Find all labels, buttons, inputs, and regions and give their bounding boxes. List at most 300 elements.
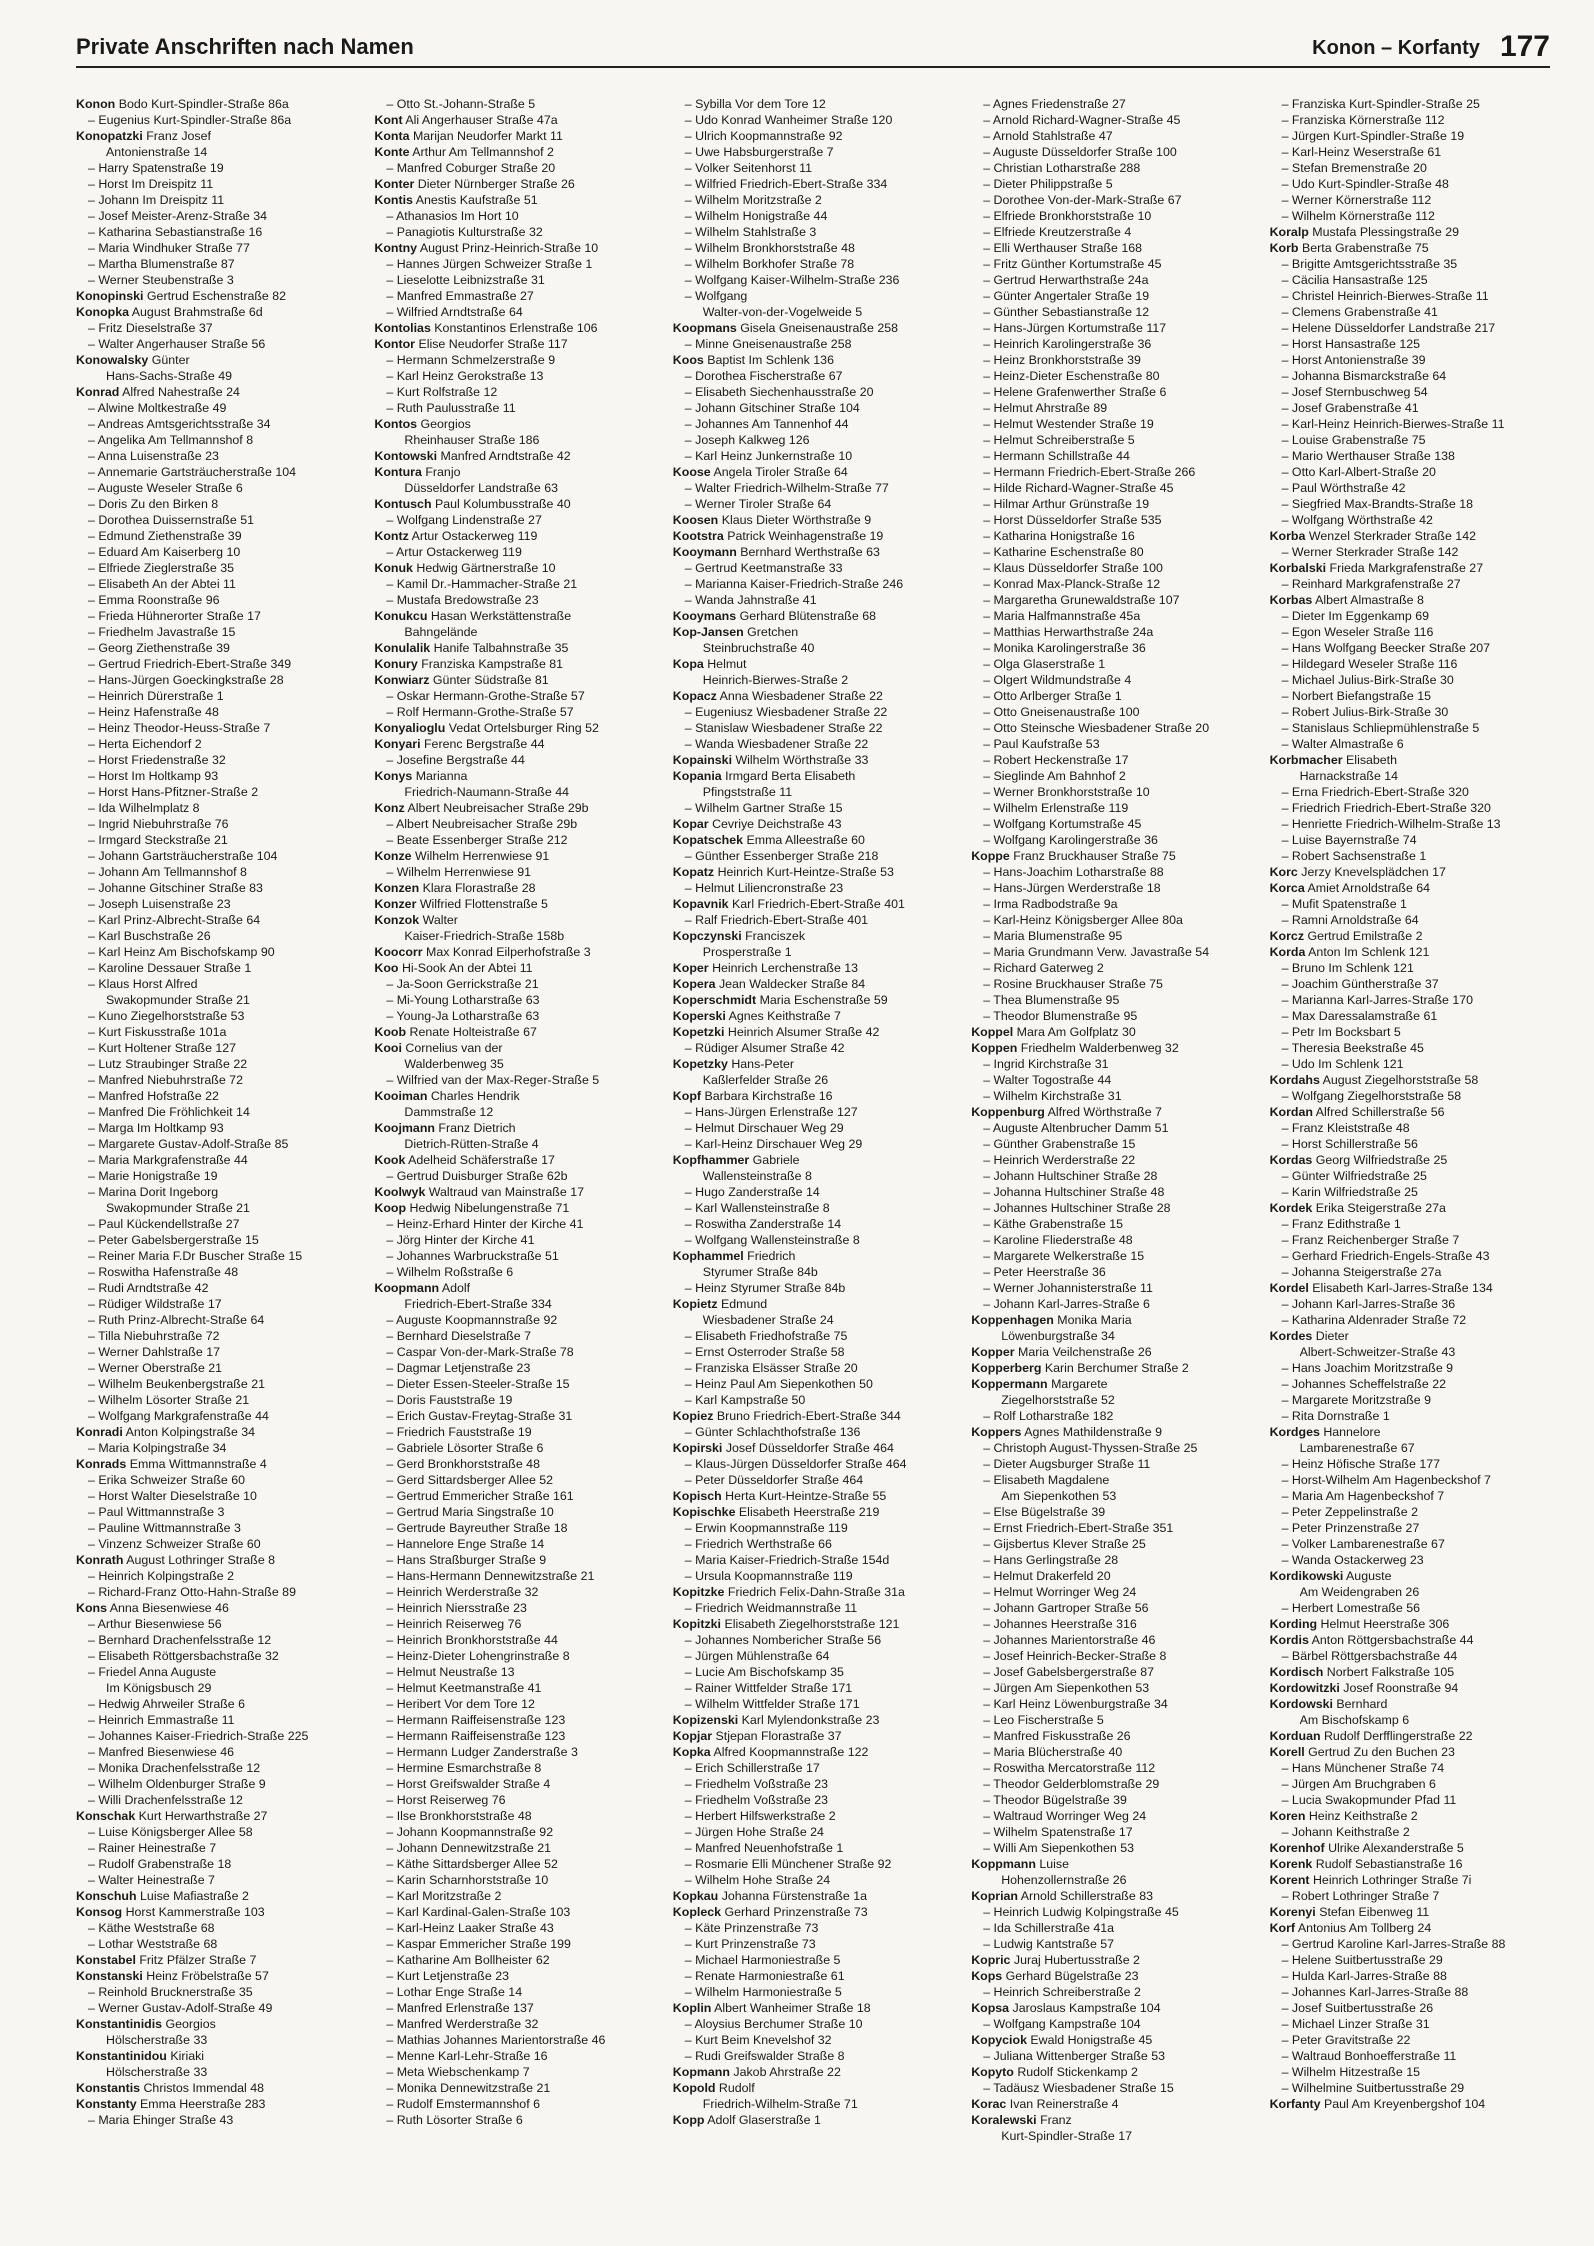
entry-text: – Wilhelm Moritzstraße 2	[684, 193, 822, 207]
directory-entry	[971, 1648, 1251, 1664]
directory-entry	[76, 1328, 356, 1344]
entry-text: – Johannes Nombericher Straße 56	[684, 1633, 882, 1647]
directory-entry	[1270, 1344, 1550, 1360]
entry-text: – Friedrich Werthstraße 66	[684, 1537, 832, 1551]
directory-entry	[374, 816, 654, 832]
surname: Kopitzki	[672, 1617, 721, 1631]
entry-text: Georgios	[420, 417, 471, 431]
entry-text: – Heinrich Dürerstraße 1	[88, 689, 224, 703]
directory-entry	[971, 672, 1251, 688]
directory-entry	[1270, 1872, 1550, 1888]
directory-entry	[673, 1584, 953, 1600]
directory-entry	[76, 1952, 356, 1968]
entry-text: Herta Kurt-Heintze-Straße 55	[725, 1489, 887, 1503]
directory-entry	[673, 1744, 953, 1760]
directory-entry	[76, 1216, 356, 1232]
directory-entry	[673, 704, 953, 720]
entry-text: – Wilhelm Spatenstraße 17	[983, 1825, 1133, 1839]
directory-entry	[1270, 1488, 1550, 1504]
entry-text: Ziegelhorststraße 52	[1001, 1393, 1115, 1407]
directory-entry	[673, 1408, 953, 1424]
directory-entry	[1270, 1008, 1550, 1024]
entry-text: Hans-Peter	[731, 1057, 795, 1071]
entry-text: Gabriele	[752, 1153, 800, 1167]
directory-entry	[673, 1824, 953, 1840]
directory-entry	[76, 784, 356, 800]
directory-entry	[76, 1856, 356, 1872]
directory-entry	[673, 1840, 953, 1856]
entry-text: Hans-Sachs-Straße 49	[106, 369, 233, 383]
directory-entry	[673, 1424, 953, 1440]
entry-text: – Hans-Jürgen Goeckingkstraße 28	[88, 673, 284, 687]
entry-text: – Horst Friedenstraße 32	[88, 753, 226, 767]
directory-entry	[971, 848, 1251, 864]
entry-text: – Stanislaus Schliepmühlenstraße 5	[1281, 721, 1480, 735]
surname: Koperski	[672, 1009, 726, 1023]
surname: Kootstra	[672, 529, 724, 543]
directory-entry	[1270, 1360, 1550, 1376]
directory-entry	[374, 1600, 654, 1616]
entry-text: – Maria Grundmann Verw. Javastraße 54	[983, 945, 1210, 959]
entry-text: Heinz Fröbelstraße 57	[146, 1969, 269, 1983]
directory-entry	[971, 944, 1251, 960]
entry-text: Heinrich-Bierwes-Straße 2	[702, 673, 849, 687]
entry-text: – Johann Koopmannstraße 92	[386, 1825, 554, 1839]
entry-text: Mara Am Golfplatz 30	[1016, 1025, 1136, 1039]
directory-entry	[971, 240, 1251, 256]
surname: Kopyciok	[971, 2033, 1027, 2047]
surname: Kordowski	[1269, 1697, 1333, 1711]
directory-entry	[971, 1456, 1251, 1472]
entry-text: – Friedhelm Javastraße 15	[88, 625, 236, 639]
directory-entry	[1270, 1376, 1550, 1392]
entry-text: Ewald Honigstraße 45	[1030, 2033, 1153, 2047]
directory-entry	[971, 688, 1251, 704]
surname: Kopatz	[672, 865, 715, 879]
entry-text: – Rosine Bruckhauser Straße 75	[983, 977, 1163, 991]
entry-text: Adelheid Schäferstraße 17	[408, 1153, 555, 1167]
entry-text: – Egon Weseler Straße 116	[1281, 625, 1434, 639]
entry-text: – Hilmar Arthur Grünstraße 19	[983, 497, 1150, 511]
entry-text: – Kamil Dr.-Hammacher-Straße 21	[386, 577, 578, 591]
entry-text: – Helmut Schreiberstraße 5	[983, 433, 1135, 447]
entry-text: – Marianna Karl-Jarres-Straße 170	[1281, 993, 1474, 1007]
entry-text: – Wolfgang Wörthstraße 42	[1281, 513, 1433, 527]
entry-text: – Josef Gabelsbergerstraße 87	[983, 1665, 1154, 1679]
entry-text: Heinrich Kurt-Heintze-Straße 53	[717, 865, 894, 879]
entry-text: – Rainer Heinestraße 7	[88, 1841, 217, 1855]
directory-entry	[76, 1312, 356, 1328]
directory-entry	[673, 1456, 953, 1472]
directory-entry	[76, 1056, 356, 1072]
directory-entry	[673, 96, 953, 112]
directory-entry	[673, 560, 953, 576]
directory-entry	[673, 1664, 953, 1680]
entry-text: Hasan Werkstättenstraße	[430, 609, 572, 623]
directory-entry	[374, 96, 654, 112]
entry-text: Barbara Kirchstraße 16	[704, 1089, 833, 1103]
directory-entry	[374, 1680, 654, 1696]
directory-entry	[673, 272, 953, 288]
directory-entry	[1270, 1312, 1550, 1328]
directory-entry	[673, 208, 953, 224]
surname: Kopjar	[672, 1729, 713, 1743]
entry-text: – Kurt Beim Knevelshof 32	[684, 2033, 832, 2047]
directory-entry	[673, 1536, 953, 1552]
entry-text: Albert Wanheimer Straße 18	[714, 2001, 871, 2015]
surname: Koralp	[1269, 225, 1309, 239]
directory-entry	[971, 1168, 1251, 1184]
surname: Kooymans	[672, 609, 737, 623]
directory-entry	[971, 288, 1251, 304]
directory-entry	[374, 1216, 654, 1232]
directory-entry	[1270, 832, 1550, 848]
entry-text: Wenzel Sterkrader Straße 142	[1308, 529, 1476, 543]
entry-text: – Roswitha Mercatorstraße 112	[983, 1761, 1156, 1775]
entry-text: Agnes Keithstraße 7	[728, 1009, 841, 1023]
entry-text: Bruno Friedrich-Ebert-Straße 344	[716, 1409, 901, 1423]
directory-entry	[76, 672, 356, 688]
entry-text: – Bernhard Drachenfelsstraße 12	[88, 1633, 272, 1647]
page-header	[76, 20, 1550, 68]
directory-entry	[971, 752, 1251, 768]
directory-entry	[374, 1328, 654, 1344]
directory-entry	[76, 512, 356, 528]
entry-text: – Heinrich Kolpingstraße 2	[88, 1569, 235, 1583]
directory-entry	[76, 2080, 356, 2096]
directory-entry	[374, 528, 654, 544]
directory-entry	[1270, 1152, 1550, 1168]
entry-text: – Athanasios Im Hort 10	[386, 209, 519, 223]
surname: Kont	[374, 113, 403, 127]
entry-text: – Pauline Wittmannstraße 3	[88, 1521, 241, 1535]
entry-text: – Fritz Dieselstraße 37	[88, 321, 213, 335]
entry-text: – Ralf Friedrich-Ebert-Straße 401	[684, 913, 868, 927]
entry-text: Manfred Arndtstraße 42	[440, 449, 571, 463]
directory-entry	[1270, 464, 1550, 480]
entry-text: – Wilhelm Beukenbergstraße 21	[88, 1377, 265, 1391]
entry-text: Steinbruchstraße 40	[702, 641, 815, 655]
directory-entry	[971, 1920, 1251, 1936]
directory-entry	[971, 624, 1251, 640]
directory-entry	[1270, 1584, 1550, 1600]
directory-entry	[673, 1168, 953, 1184]
directory-entry	[971, 896, 1251, 912]
directory-entry	[673, 576, 953, 592]
directory-entry	[673, 384, 953, 400]
entry-text: – Käte Prinzenstraße 73	[684, 1921, 819, 1935]
directory-entry	[1270, 688, 1550, 704]
entry-text: Heinrich Lerchenstraße 13	[712, 961, 859, 975]
directory-entry	[76, 224, 356, 240]
directory-entry	[673, 656, 953, 672]
directory-entry	[971, 1984, 1251, 2000]
surname: Kopetzki	[672, 1025, 725, 1039]
directory-entry	[76, 1008, 356, 1024]
directory-entry	[76, 1440, 356, 1456]
directory-entry	[673, 896, 953, 912]
entry-text: – Hannelore Enge Straße 14	[386, 1537, 545, 1551]
entry-text: Maria Eschenstraße 59	[759, 993, 888, 1007]
directory-entry	[673, 128, 953, 144]
directory-entry	[673, 2096, 953, 2112]
entry-text: – Klaus Düsseldorfer Straße 100	[983, 561, 1163, 575]
directory-entry	[76, 2096, 356, 2112]
directory-entry	[76, 1824, 356, 1840]
entry-text: – Manfred Fiskusstraße 26	[983, 1729, 1131, 1743]
entry-text: Stjepan Florastraße 37	[715, 1729, 842, 1743]
entry-text: – Ja-Soon Gerrickstraße 21	[386, 977, 539, 991]
directory-entry	[971, 2000, 1251, 2016]
directory-entry	[673, 640, 953, 656]
directory-entry	[76, 96, 356, 112]
surname: Konstantis	[76, 2081, 141, 2095]
directory-entry	[971, 1904, 1251, 1920]
directory-entry	[76, 1776, 356, 1792]
entry-text: – Paul Kaufstraße 53	[983, 737, 1100, 751]
directory-entry	[76, 1072, 356, 1088]
entry-text: Dieter Nürnberger Straße 26	[417, 177, 575, 191]
entry-text: – Elli Werthauser Straße 168	[983, 241, 1143, 255]
entry-text: – Ludwig Kantstraße 57	[983, 1937, 1115, 1951]
entry-text: – Rüdiger Alsumer Straße 42	[684, 1041, 845, 1055]
entry-text: – Paul Wittmannstraße 3	[88, 1505, 225, 1519]
directory-entry	[971, 1712, 1251, 1728]
directory-entry	[673, 720, 953, 736]
entry-text: Franz	[1040, 2113, 1072, 2127]
directory-entry	[673, 1152, 953, 1168]
entry-text: – Jürgen Kurt-Spindler-Straße 19	[1281, 129, 1465, 143]
entry-text: – Edmund Ziethenstraße 39	[88, 529, 242, 543]
entry-text: – Manfred Emmastraße 27	[386, 289, 534, 303]
directory-entry	[971, 720, 1251, 736]
surname: Kordek	[1269, 1201, 1313, 1215]
directory-entry	[1270, 752, 1550, 768]
entry-text: – Johann Dennewitzstraße 21	[386, 1841, 552, 1855]
directory-entry	[76, 1376, 356, 1392]
entry-text: – Artur Ostackerweg 119	[386, 545, 522, 559]
entry-text: Frieda Markgrafenstraße 27	[1329, 561, 1484, 575]
directory-entry	[374, 304, 654, 320]
directory-entry	[76, 736, 356, 752]
entry-text: – Wolfgang	[684, 289, 748, 303]
surname: Koppenhagen	[971, 1313, 1054, 1327]
directory-entry	[1270, 1328, 1550, 1344]
entry-text: – Michael Julius-Birk-Straße 30	[1281, 673, 1454, 687]
directory-entry	[374, 1952, 654, 1968]
surname: Kordikowski	[1269, 1569, 1344, 1583]
entry-text: – Mi-Young Lotharstraße 63	[386, 993, 540, 1007]
directory-entry	[374, 1920, 654, 1936]
directory-entry	[1270, 1568, 1550, 1584]
directory-entry	[374, 1168, 654, 1184]
directory-entry	[374, 1792, 654, 1808]
entry-text: – Frieda Hühnerorter Straße 17	[88, 609, 261, 623]
surname: Kopiez	[672, 1409, 714, 1423]
directory-entry	[673, 1056, 953, 1072]
directory-entry	[971, 768, 1251, 784]
surname: Koos	[672, 353, 704, 367]
entry-text: – Wolfgang Karolingerstraße 36	[983, 833, 1158, 847]
directory-entry	[1270, 256, 1550, 272]
surname: Korduan	[1269, 1729, 1321, 1743]
entry-text: Wallensteinstraße 8	[702, 1169, 812, 1183]
directory-entry	[1270, 2048, 1550, 2064]
surname: Kopirski	[672, 1441, 723, 1455]
entry-text: – Elisabeth Siechenhausstraße 20	[684, 385, 874, 399]
directory-entry	[1270, 2016, 1550, 2032]
surname: Konys	[374, 769, 413, 783]
directory-entry	[971, 1040, 1251, 1056]
entry-text: – Henriette Friedrich-Wilhelm-Straße 13	[1281, 817, 1501, 831]
surname: Korcz	[1269, 929, 1305, 943]
directory-entry	[1270, 1392, 1550, 1408]
surname: Koperschmidt	[672, 993, 757, 1007]
entry-text: Antonius Am Tollberg 24	[1297, 1921, 1432, 1935]
directory-entry	[76, 1248, 356, 1264]
entry-text: – Menne Karl-Lehr-Straße 16	[386, 2049, 548, 2063]
entry-text: – Robert Lothringer Straße 7	[1281, 1889, 1440, 1903]
entry-text: – Ursula Koopmannstraße 119	[684, 1569, 853, 1583]
directory-entry	[1270, 1232, 1550, 1248]
entry-text: – Manfred Hofstraße 22	[88, 1089, 219, 1103]
entry-text: – Rudi Greifswalder Straße 8	[684, 2049, 845, 2063]
directory-entry	[971, 1232, 1251, 1248]
directory-entry	[1270, 960, 1550, 976]
entry-text: – Karl-Heinz Heinrich-Bierwes-Straße 11	[1281, 417, 1505, 431]
entry-text: – Johanna Hultschiner Straße 48	[983, 1185, 1165, 1199]
entry-text: – Volker Lambarenestraße 67	[1281, 1537, 1445, 1551]
surname: Kontura	[374, 465, 422, 479]
directory-entry	[971, 928, 1251, 944]
entry-text: – Katharine Am Bollheister 62	[386, 1953, 550, 1967]
directory-entry	[1270, 384, 1550, 400]
entry-text: Karin Berchumer Straße 2	[1044, 1361, 1189, 1375]
surname: Kordis	[1269, 1633, 1309, 1647]
entry-text: – Herta Eichendorf 2	[88, 737, 202, 751]
directory-entry	[1270, 592, 1550, 608]
entry-text: – Max Daressalamstraße 61	[1281, 1009, 1438, 1023]
entry-text: – Gerd Sittardsberger Allee 52	[386, 1473, 554, 1487]
entry-text: – Jürgen Am Bruchgraben 6	[1281, 1777, 1436, 1791]
surname: Konury	[374, 657, 418, 671]
entry-text: Alfred Koopmannstraße 122	[713, 1745, 869, 1759]
directory-entry	[673, 592, 953, 608]
directory-entry	[374, 1632, 654, 1648]
surname: Koplin	[672, 2001, 712, 2015]
entry-text: – Heinrich Karolingerstraße 36	[983, 337, 1152, 351]
surname: Kooiman	[374, 1089, 428, 1103]
directory-entry	[1270, 1216, 1550, 1232]
directory-entry	[1270, 1280, 1550, 1296]
directory-entry	[374, 1488, 654, 1504]
entry-text: – Gertrud Friedrich-Ebert-Straße 349	[88, 657, 292, 671]
directory-entry	[971, 2064, 1251, 2080]
directory-entry	[673, 1904, 953, 1920]
surname: Kopczynski	[672, 929, 742, 943]
directory-entry	[971, 544, 1251, 560]
directory-entry	[374, 1904, 654, 1920]
entry-text: – Clemens Grabenstraße 41	[1281, 305, 1438, 319]
entry-text: – Norbert Biefangstraße 15	[1281, 689, 1432, 703]
directory-entry	[673, 1856, 953, 1872]
directory-entry	[1270, 800, 1550, 816]
directory-entry	[1270, 192, 1550, 208]
directory-entry	[971, 336, 1251, 352]
surname: Kopisch	[672, 1489, 722, 1503]
directory-entry	[673, 1312, 953, 1328]
directory-entry	[76, 112, 356, 128]
entry-text: Josef Düsseldorfer Straße 464	[725, 1441, 894, 1455]
surname: Kontolias	[374, 321, 431, 335]
entry-text: Paul Am Kreyenbergshof 104	[1324, 2097, 1486, 2111]
surname: Korca	[1269, 881, 1305, 895]
entry-text: Juraj Hubertusstraße 2	[1013, 1953, 1140, 1967]
surname: Konschuh	[76, 1889, 137, 1903]
directory-entry	[76, 1360, 356, 1376]
surname: Konstanty	[76, 2097, 137, 2111]
entry-text: – Karl Heinz Junkernstraße 10	[684, 449, 853, 463]
directory-entry	[374, 1984, 654, 2000]
entry-text: – Erich Schillerstraße 17	[684, 1761, 820, 1775]
entry-text: Margarete	[1051, 1377, 1108, 1391]
entry-text: – Kaspar Emmericher Straße 199	[386, 1937, 571, 1951]
entry-text: – Ida Wilhelmplatz 8	[88, 801, 200, 815]
directory-entry	[1270, 1088, 1550, 1104]
entry-text: – Hermann Raiffeisenstraße 123	[386, 1713, 566, 1727]
directory-entry	[76, 1600, 356, 1616]
entry-text: – Arnold Stahlstraße 47	[983, 129, 1113, 143]
entry-text: – Friedhelm Voßstraße 23	[684, 1777, 829, 1791]
surname: Konukcu	[374, 609, 428, 623]
directory-entry	[76, 2000, 356, 2016]
directory-entry	[76, 1984, 356, 2000]
entry-text: – Karl Buschstraße 26	[88, 929, 211, 943]
directory-entry	[76, 880, 356, 896]
surname: Kordowitzki	[1269, 1681, 1340, 1695]
directory-entry	[76, 608, 356, 624]
entry-text: – Irma Radbodstraße 9a	[983, 897, 1118, 911]
entry-text: – Manfred Biesenwiese 46	[88, 1745, 235, 1759]
entry-text: Kaiser-Friedrich-Straße 158b	[404, 929, 565, 943]
directory-entry	[374, 704, 654, 720]
entry-text: – Auguste Weseler Straße 6	[88, 481, 243, 495]
directory-entry	[374, 2096, 654, 2112]
entry-text: – Wilhelm Herrenwiese 91	[386, 865, 532, 879]
directory-entry	[374, 1936, 654, 1952]
directory-entry	[673, 1984, 953, 2000]
surname: Kooi	[374, 1041, 402, 1055]
directory-entry	[76, 208, 356, 224]
entry-text: – Ingrid Kirchstraße 31	[983, 1057, 1109, 1071]
entry-text: – Kurt Fiskusstraße 101a	[88, 1025, 227, 1039]
entry-text: – Horst Reiserweg 76	[386, 1793, 506, 1807]
entry-text: – Auguste Altenbrucher Damm 51	[983, 1121, 1169, 1135]
directory-entry	[1270, 1104, 1550, 1120]
directory-entry	[673, 1232, 953, 1248]
surname: Korenhof	[1269, 1841, 1325, 1855]
directory-entry	[374, 1744, 654, 1760]
entry-text: Waltraud van Mainstraße 17	[428, 1185, 584, 1199]
entry-text: Elise Neudorfer Straße 117	[418, 337, 568, 351]
entry-text: – Werner Oberstraße 21	[88, 1361, 223, 1375]
entry-text: – Johann Gitschiner Straße 104	[684, 401, 860, 415]
directory-entry	[374, 736, 654, 752]
surname: Kordas	[1269, 1153, 1313, 1167]
directory-entry	[971, 1408, 1251, 1424]
directory-entry	[971, 608, 1251, 624]
surname: Kopetzky	[672, 1057, 728, 1071]
